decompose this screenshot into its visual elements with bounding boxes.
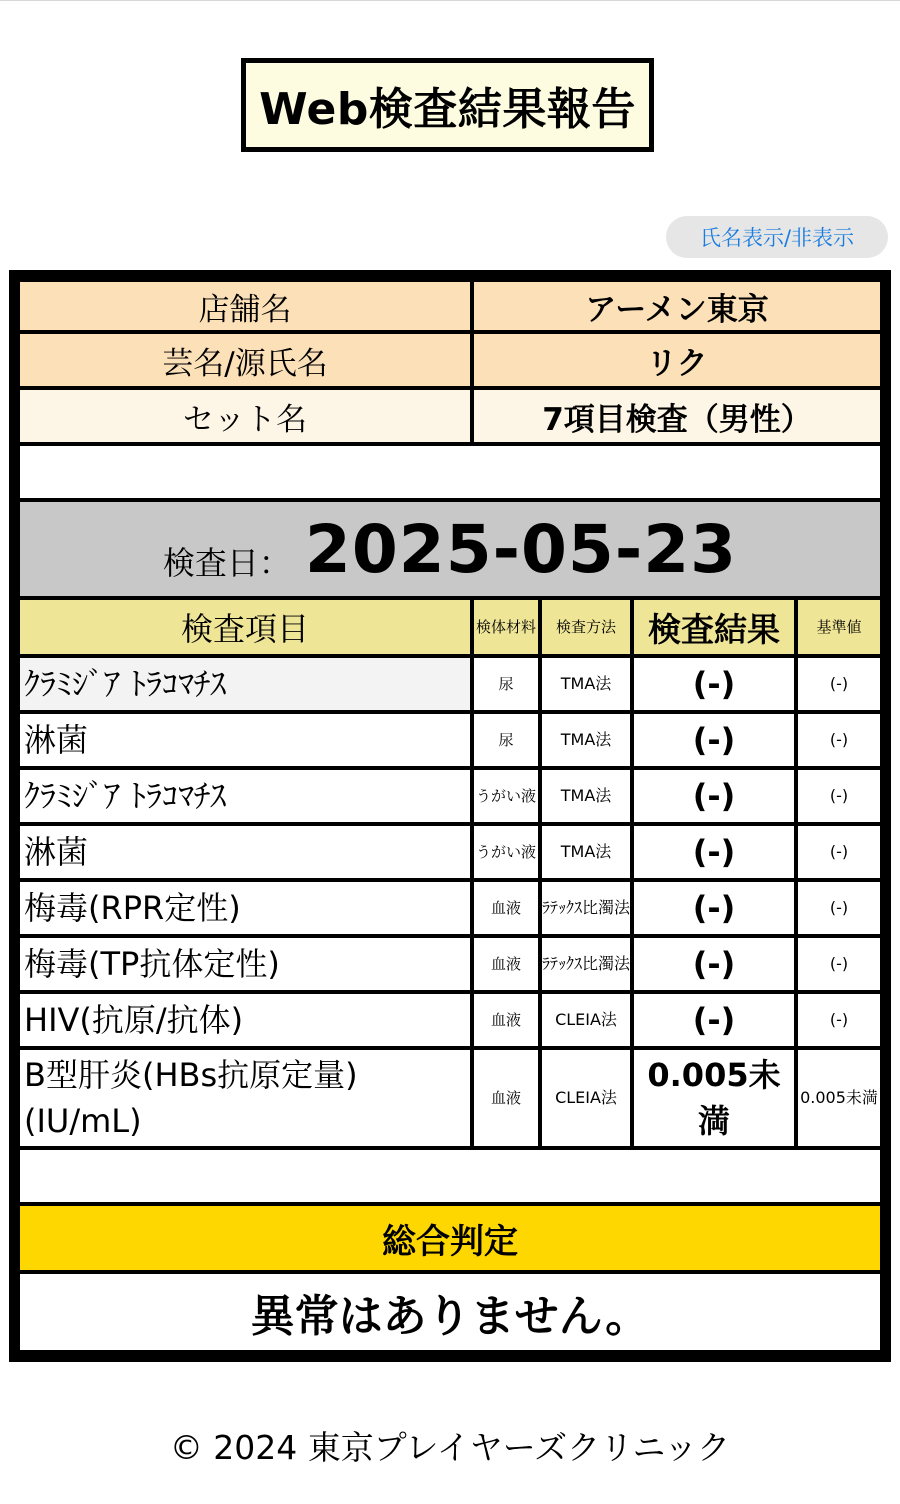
test-item-name: B型肝炎(HBs抗原定量)(IU/mL) [20, 1050, 470, 1146]
test-result: (-) [634, 658, 794, 710]
header-material: 検体材料 [474, 600, 538, 654]
test-item-name: 淋菌 [20, 826, 470, 878]
test-result: 0.005未満 [634, 1050, 794, 1146]
test-method: CLEIA法 [542, 1050, 630, 1146]
test-item-name: ｸﾗﾐｼﾞｱ ﾄﾗｺﾏﾁｽ [20, 658, 470, 710]
set-name-value: 7項目検査（男性） [474, 390, 880, 442]
spacer-row [20, 446, 880, 498]
spacer-row [20, 1150, 880, 1202]
top-divider [0, 0, 900, 1]
test-material: 尿 [474, 714, 538, 766]
test-item-name: HIV(抗原/抗体) [20, 994, 470, 1046]
test-item-name: 淋菌 [20, 714, 470, 766]
verdict-text: 異常はありません。 [20, 1274, 880, 1350]
name-toggle-button[interactable]: 氏名表示/非表示 [666, 216, 888, 258]
test-reference: (-) [798, 714, 880, 766]
test-reference: (-) [798, 770, 880, 822]
stage-name-value: リク [474, 334, 880, 386]
header-item: 検査項目 [20, 600, 470, 654]
test-method: TMA法 [542, 826, 630, 878]
test-date-row [20, 502, 880, 596]
test-date-value: 2025-05-23 [304, 510, 738, 588]
test-reference: 0.005未満 [798, 1050, 880, 1146]
test-reference: (-) [798, 826, 880, 878]
store-name-label: 店舗名 [20, 282, 470, 330]
page-title [241, 58, 654, 152]
report-table [9, 270, 891, 1362]
test-material: うがい液 [474, 770, 538, 822]
test-item-name: 梅毒(TP抗体定性) [20, 938, 470, 990]
test-material: うがい液 [474, 826, 538, 878]
test-material: 血液 [474, 938, 538, 990]
test-method: TMA法 [542, 658, 630, 710]
test-method: CLEIA法 [542, 994, 630, 1046]
header-result: 検査結果 [634, 600, 794, 654]
test-material: 血液 [474, 882, 538, 934]
test-result: (-) [634, 826, 794, 878]
test-method: TMA法 [542, 714, 630, 766]
test-method: ﾗﾃｯｸｽ比濁法 [542, 938, 630, 990]
stage-name-label: 芸名/源氏名 [20, 334, 470, 386]
page-title-text: Web検査結果報告 [259, 84, 636, 135]
test-material: 血液 [474, 1050, 538, 1146]
test-result: (-) [634, 938, 794, 990]
test-method: ﾗﾃｯｸｽ比濁法 [542, 882, 630, 934]
test-material: 尿 [474, 658, 538, 710]
test-material: 血液 [474, 994, 538, 1046]
test-method: TMA法 [542, 770, 630, 822]
test-item-name: ｸﾗﾐｼﾞｱ ﾄﾗｺﾏﾁｽ [20, 770, 470, 822]
header-method: 検査方法 [542, 600, 630, 654]
test-reference: (-) [798, 994, 880, 1046]
store-name-value: アーメン東京 [474, 282, 880, 330]
header-reference: 基準値 [798, 600, 880, 654]
test-result: (-) [634, 882, 794, 934]
test-reference: (-) [798, 658, 880, 710]
test-date-label: 検査日： [162, 544, 291, 582]
test-result: (-) [634, 770, 794, 822]
test-reference: (-) [798, 938, 880, 990]
test-item-name: 梅毒(RPR定性) [20, 882, 470, 934]
test-result: (-) [634, 714, 794, 766]
test-reference: (-) [798, 882, 880, 934]
verdict-label: 総合判定 [20, 1206, 880, 1270]
set-name-label: セット名 [20, 390, 470, 442]
test-result: (-) [634, 994, 794, 1046]
footer-copyright: © 2024 東京プレイヤーズクリニック [169, 1428, 731, 1467]
